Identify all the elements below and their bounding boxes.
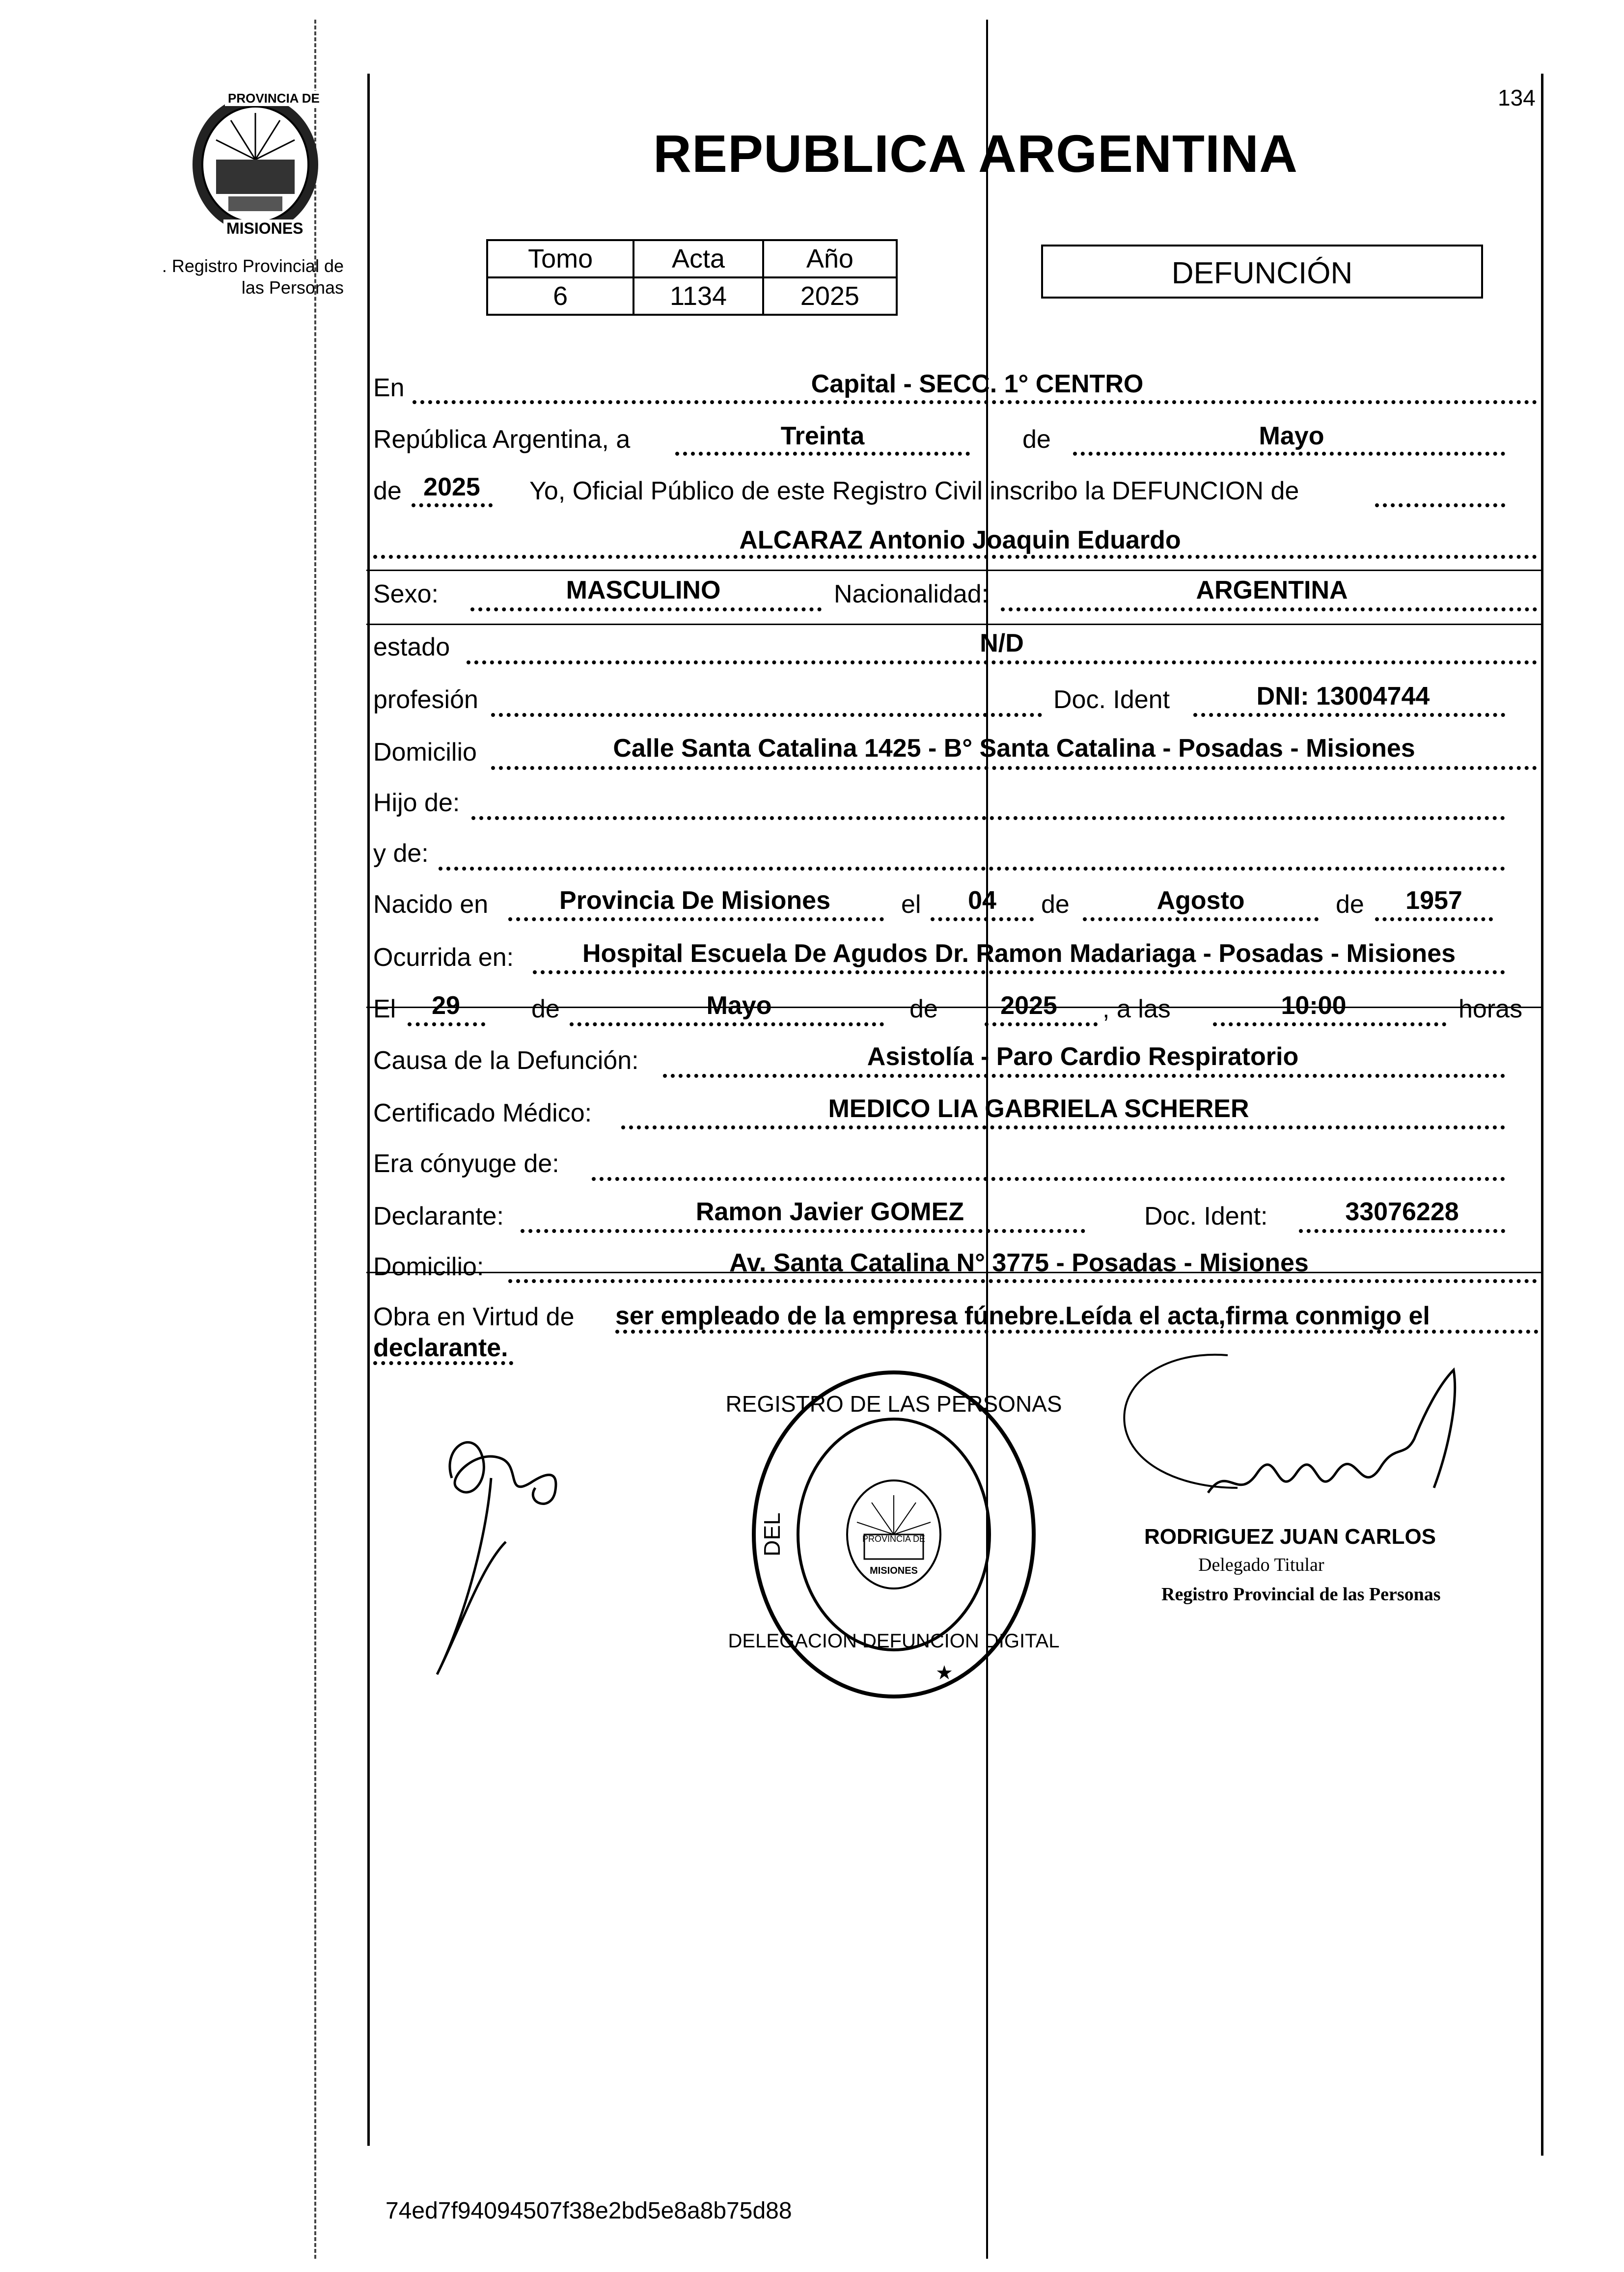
record-value-tomo: 6 [487,277,633,315]
label-de: de [909,995,938,1023]
label-yo-oficial: Yo, Oficial Público de este Registro Civil inscribo la DEFUNCION de [529,477,1299,505]
label-y-de: y de: [373,839,429,868]
label-conyuge: Era cónyuge de: [373,1150,559,1178]
dotted-line [931,917,1034,921]
field-nacionalidad: ARGENTINA [1196,576,1348,604]
label-nacido-en: Nacido en [373,890,489,919]
field-sexo: MASCULINO [566,576,721,604]
digital-defuncion-stamp [725,1365,1062,1704]
field-declarante-domicilio: Av. Santa Catalina N° 3775 - Posadas - Misiones [729,1249,1309,1277]
dotted-line [615,1330,1539,1334]
dotted-line [1083,917,1319,921]
field-lugar: Capital - SECC. 1° CENTRO [811,370,1144,398]
field-fallecido: ALCARAZ Antonio Joaquin Eduardo [739,526,1181,554]
dotted-line [373,1361,513,1365]
label-ocurrida-en: Ocurrida en: [373,943,514,972]
stamp-inner-top: PROVINCIA DE [862,1534,926,1544]
stamp-top-arc: REGISTRO DE LAS PERSONAS [725,1391,1062,1417]
row-separator [366,624,1542,625]
field-obra-line1: ser empleado de la empresa fúnebre.Leída el acta,firma conmigo el [615,1302,1430,1330]
record-value-anio: 2025 [763,277,897,315]
dotted-line [1001,607,1537,611]
dotted-line [491,766,1537,770]
label-profesion: profesión [373,685,478,714]
field-def-hora: 10:00 [1281,991,1347,1020]
stamp-bottom-arc: DELEGACION DEFUNCION DIGITAL [728,1630,1060,1652]
field-ocurrida-en: Hospital Escuela De Agudos Dr. Ramon Madariaga - Posadas - Misiones [582,939,1456,968]
page-title: REPUBLICA ARGENTINA [653,124,1298,183]
field-nac-mes: Agosto [1156,886,1245,915]
record-table [486,239,898,316]
official-role: Delegado Titular [1198,1555,1324,1575]
label-nacionalidad: Nacionalidad: [834,580,989,608]
dotted-line [1375,917,1493,921]
left-margin-rule [367,74,370,2146]
record-header-acta: Acta [633,240,763,277]
dotted-line [439,867,1505,871]
field-obra-line2: declarante. [373,1334,508,1362]
dotted-line [592,1177,1505,1181]
dotted-line [1213,1022,1446,1026]
field-certificado: MEDICO LIA GABRIELA SCHERER [828,1095,1249,1123]
document-type-box: DEFUNCIÓN [1041,245,1483,299]
row-separator [366,570,1542,571]
dotted-line [471,816,1505,820]
dotted-line [412,503,493,507]
label-republica: República Argentina, a [373,425,631,454]
label-a-las: , a las [1102,995,1171,1023]
stamp-inner-bottom: MISIONES [870,1565,918,1576]
dotted-line [675,452,970,456]
dotted-line [621,1125,1505,1129]
label-el-cap: El [373,995,396,1023]
field-dni: DNI: 13004744 [1256,682,1430,711]
field-dia-letras: Treinta [780,422,865,450]
dotted-line [1073,452,1505,456]
label-de: de [1041,890,1070,919]
issuer-caption-line1: . Registro Provincial de [162,256,344,276]
field-def-anio: 2025 [1000,991,1057,1020]
label-doc-ident: Doc. Ident [1053,685,1170,714]
record-value-acta: 1134 [633,277,763,315]
page-number: 134 [1498,85,1536,110]
dotted-line [508,1279,1537,1283]
dotted-line [467,660,1537,664]
dotted-line [985,1022,1098,1026]
label-obra-en-virtud: Obra en Virtud de [373,1303,575,1331]
dotted-line [413,400,1537,404]
field-estado: N/D [980,629,1024,657]
label-certificado: Certificado Médico: [373,1099,592,1127]
seal-bottom-text: MISIONES [223,219,306,238]
label-domicilio: Domicilio [373,738,477,766]
field-causa: Asistolía - Paro Cardio Respiratorio [867,1042,1299,1071]
dotted-line [521,1229,1085,1233]
label-de: de [1336,890,1364,919]
field-nac-anio: 1957 [1405,886,1462,915]
record-table-value-row [487,277,897,315]
dotted-line [570,1022,884,1026]
stamp-left-arc: DEL [759,1512,785,1557]
label-horas: horas [1459,995,1523,1023]
label-de-start: de [373,477,402,505]
document-hash: 74ed7f94094507f38e2bd5e8a8b75d88 [385,2198,792,2224]
label-domicilio-declarante: Domicilio: [373,1253,484,1281]
official-office: Registro Provincial de las Personas [1161,1584,1441,1605]
dotted-line [470,607,822,611]
right-margin-rule [1541,74,1543,2156]
issuer-caption [138,255,344,299]
issuer-caption-line2: las Personas [241,277,344,298]
fold-line [986,20,988,2259]
field-def-mes: Mayo [706,991,772,1020]
official-signature [1021,1341,1493,1557]
field-declarante: Ramon Javier GOMEZ [695,1198,964,1226]
dotted-line [663,1074,1505,1078]
record-header-tomo: Tomo [487,240,633,277]
dotted-line [373,555,1537,559]
label-sexo: Sexo: [373,580,439,608]
label-de: de [531,995,560,1023]
dotted-line [533,970,1505,974]
field-nac-dia: 04 [968,886,996,915]
dotted-line [508,917,884,921]
dotted-line [408,1022,485,1026]
dotted-line [1299,1229,1505,1233]
label-doc-ident-declarante: Doc. Ident: [1144,1202,1268,1231]
perforation-line [314,20,316,2259]
seal-top-text: PROVINCIA DE [225,91,323,106]
record-header-anio: Año [763,240,897,277]
declarant-signature [408,1419,614,1694]
label-de: de [1022,425,1051,454]
record-table-header-row [487,240,897,277]
official-name: RODRIGUEZ JUAN CARLOS [1144,1525,1436,1549]
field-declarante-doc: 33076228 [1345,1198,1459,1226]
label-en: En [373,374,405,402]
province-seal [182,86,329,238]
field-mes: Mayo [1259,422,1324,450]
province-seal-icon [182,86,329,238]
label-declarante: Declarante: [373,1202,504,1231]
stamp-star-icon: ★ [936,1662,953,1684]
field-def-dia: 29 [432,991,460,1020]
dotted-line [1375,503,1505,507]
field-nacido-en: Provincia De Misiones [559,886,830,915]
label-estado: estado [373,633,450,661]
field-domicilio: Calle Santa Catalina 1425 - B° Santa Catalina - Posadas - Misiones [613,734,1415,763]
dotted-line [491,713,1042,717]
label-el: el [901,890,921,919]
label-causa: Causa de la Defunción: [373,1046,639,1075]
dotted-line [1193,713,1505,717]
label-hijo-de: Hijo de: [373,789,460,817]
field-anio: 2025 [423,473,480,501]
